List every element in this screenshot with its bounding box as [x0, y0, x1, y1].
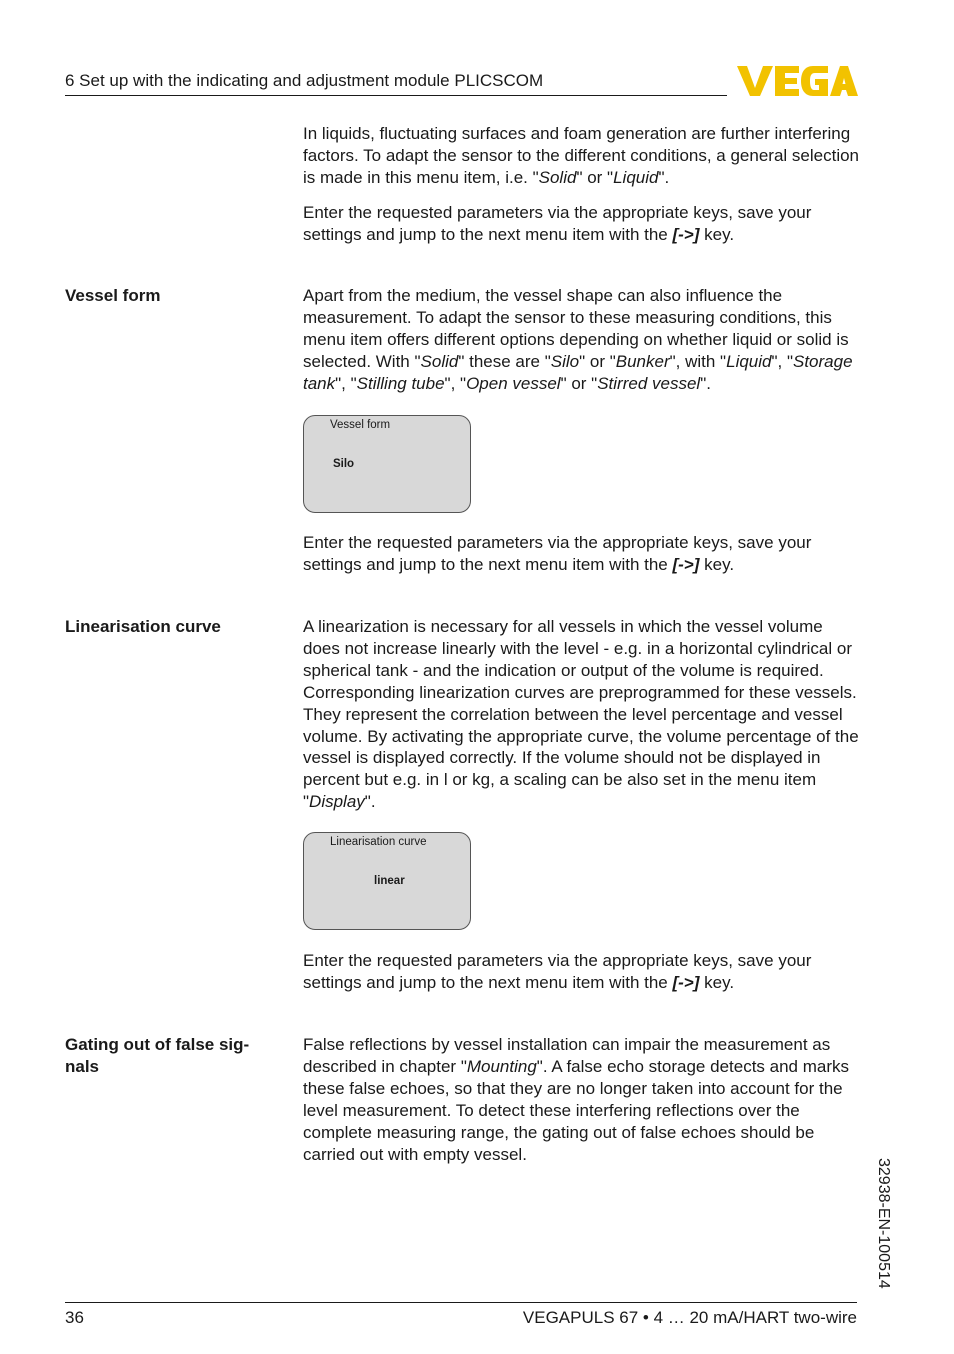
body-text: ", "	[771, 351, 793, 371]
stilling-tube-term: Stilling tube	[356, 373, 445, 393]
body-text: ", "	[444, 373, 467, 393]
instruction-text: key.	[699, 224, 735, 244]
stirred-vessel-term: Stirred vessel	[597, 373, 701, 393]
body-text: Apart from the medium, the vessel shape can also influence the measurement. To adapt the sensor to these measuring conditions, this menu item offers different options depending on whether liquid or solid is selected. With "	[303, 286, 849, 371]
body-text: ", with "	[669, 351, 727, 371]
body-text: A linearization is necessary for all vessels in which the vessel volume does not increase linearly with the level - e.g. in a horizontal cylindrical or spherical tank - and the indication or output of the volume is required. Corresponding linearization curves are preprogrammed for these vessels. They represent the correlation between the level percentage and vessel volume. By activating the appropriate curve, the volume percentage of the vessel is displayed correctly. If the volume should not be displayed in percent but e.g. in l or kg, a scaling can be also set in the menu item "	[303, 617, 859, 812]
solid-term: Solid	[538, 167, 577, 187]
intro-text: ".	[658, 167, 670, 187]
vessel-form-instruction	[303, 532, 863, 576]
linearisation-display	[303, 832, 471, 930]
document-code: 32938-EN-100514	[875, 1158, 892, 1289]
display-value: Silo	[333, 458, 355, 470]
gating-heading	[65, 1034, 280, 1078]
linearisation-paragraph	[303, 616, 863, 813]
open-vessel-term: Open vessel	[466, 373, 561, 393]
solid-term: Solid	[420, 351, 459, 371]
running-header: 6 Set up with the indicating and adjustment module PLICSCOM	[65, 71, 544, 90]
body-text: False reflections by vessel installation can impair the measurement as described in chapter "	[303, 1035, 831, 1076]
display-title: Linearisation curve	[330, 836, 427, 848]
arrow-key: [->]	[672, 972, 700, 992]
bunker-term: Bunker	[615, 351, 670, 371]
intro-text: " or "	[576, 167, 614, 187]
linearisation-instruction	[303, 950, 863, 994]
arrow-key: [->]	[672, 554, 700, 574]
silo-term: Silo	[550, 351, 580, 371]
display-value: linear	[374, 875, 405, 887]
instruction-text: key.	[699, 972, 735, 992]
instruction-text: key.	[699, 554, 735, 574]
liquid-term: Liquid	[726, 351, 772, 371]
heading-line: Gating out of false sig-	[65, 1035, 250, 1054]
mounting-term: Mounting	[466, 1056, 537, 1076]
body-text: " or "	[560, 373, 598, 393]
heading-line: nals	[65, 1056, 100, 1076]
body-text: " these are "	[458, 351, 551, 371]
vessel-form-paragraph	[303, 285, 863, 395]
vega-logo	[735, 64, 859, 98]
intro-paragraph-2	[303, 202, 863, 246]
linearisation-heading: Linearisation curve	[65, 617, 221, 636]
instruction-text: Enter the requested parameters via the appropriate keys, save your settings and jump to the next menu item with the	[303, 951, 812, 992]
display-title: Vessel form	[330, 419, 391, 431]
intro-text: In liquids, fluctuating surfaces and foam generation are further interfering factors. To adapt the sensor to the different conditions, a general selection is made in this menu item, i.e. "	[303, 124, 860, 187]
body-text: ".	[364, 792, 376, 812]
vessel-form-display	[303, 415, 471, 513]
gating-paragraph	[303, 1034, 863, 1165]
footer-rule	[65, 1302, 857, 1303]
intro-paragraph-1	[303, 123, 863, 189]
body-text: ".	[700, 373, 711, 393]
body-text: ", "	[335, 373, 357, 393]
display-term: Display	[309, 792, 365, 812]
storage-tank-term: Storage tank	[303, 351, 853, 393]
instruction-text: Enter the requested parameters via the appropriate keys, save your settings and jump to the next menu item with the	[303, 533, 812, 574]
liquid-term: Liquid	[613, 167, 659, 187]
page-number: 36	[65, 1308, 84, 1327]
product-name: VEGAPULS 67 • 4 … 20 mA/HART two-wire	[522, 1308, 857, 1327]
header-rule	[65, 95, 727, 96]
body-text: " or "	[579, 351, 616, 371]
body-text: ". A false echo storage detects and marks these false echoes, so that they are no longer taken into account for the level measurement. To detect these interfering reflections over the complete measuring range, the gating out of false echoes should be carried out with empty vessel.	[303, 1056, 850, 1164]
arrow-key: [->]	[672, 224, 700, 244]
vessel-form-heading: Vessel form	[65, 286, 161, 305]
instruction-text: Enter the requested parameters via the appropriate keys, save your settings and jump to the next menu item with the	[303, 203, 812, 244]
